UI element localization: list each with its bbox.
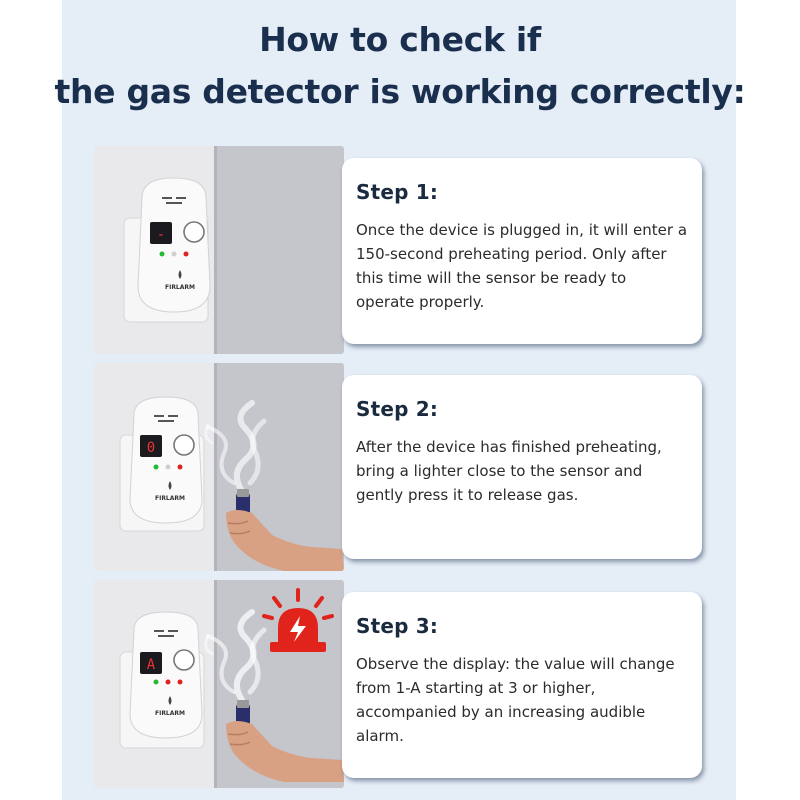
device-brand: FIRLARM xyxy=(164,284,196,291)
step-2-heading: Step 2: xyxy=(356,397,439,421)
device-display: A xyxy=(146,657,156,673)
step-2-image xyxy=(94,363,344,571)
device-brand: FIRLARM xyxy=(154,710,186,717)
device-display: - xyxy=(156,227,166,243)
device-brand: FIRLARM xyxy=(154,495,186,502)
step-1-heading: Step 1: xyxy=(356,180,439,204)
step-2-card xyxy=(342,375,702,559)
page-title xyxy=(0,14,800,118)
step-3-card xyxy=(342,592,702,778)
step-2-text: After the device has finished preheating, bring a lighter close to the sensor and gently press it to release gas. xyxy=(356,438,662,504)
title-line-2: the gas detector is working correctly: xyxy=(54,72,746,111)
step-1-image xyxy=(94,146,344,354)
step-3-image xyxy=(94,580,344,788)
gas-detector-icon xyxy=(130,612,202,738)
step-1-card xyxy=(342,158,702,344)
step-1-text: Once the device is plugged in, it will enter a 150-second preheating period. Only after this time will the sensor be ready to operate properly. xyxy=(356,221,688,311)
gas-detector-icon xyxy=(130,397,202,523)
step-3-heading: Step 3: xyxy=(356,614,439,638)
gas-detector-icon xyxy=(138,178,210,312)
device-display: 0 xyxy=(146,440,156,456)
title-line-1: How to check if xyxy=(259,20,541,59)
step-3-text: Observe the display: the value will change from 1-A starting at 3 or higher, accompanied by an increasing audible alarm. xyxy=(356,655,675,745)
